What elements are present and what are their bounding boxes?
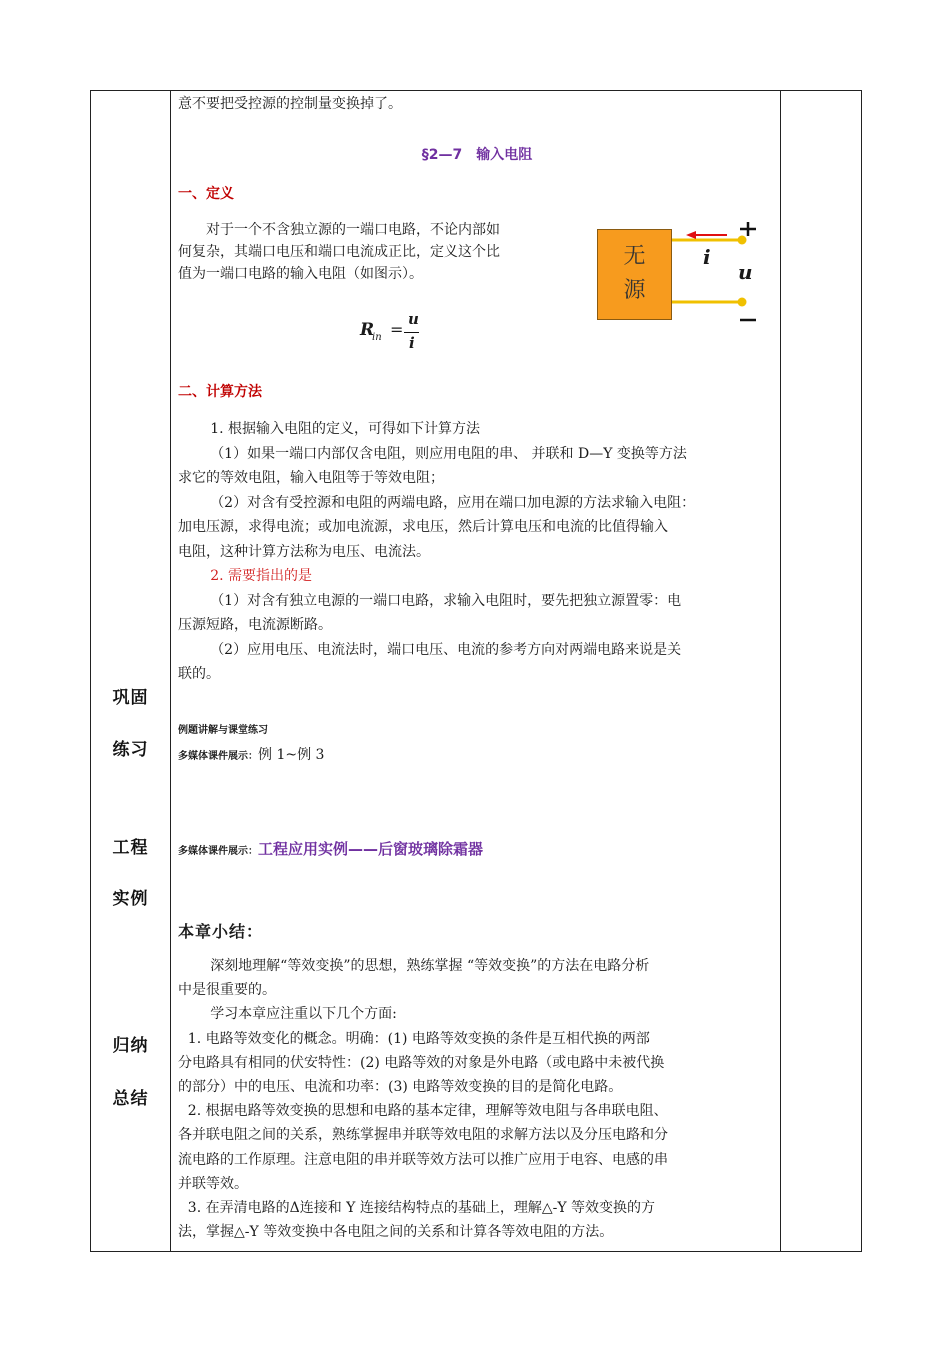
practice-label: 多媒体课件展示： xyxy=(178,751,258,762)
note-heading: 2. 需要指出的是 xyxy=(210,568,312,584)
formula-equals: = xyxy=(390,320,404,339)
summary-line: 流电路的工作原理。注意电阻的串并联等效方法可以推广应用于电容、电感的串 xyxy=(178,1151,668,1168)
definition-line: 对于一个不含独立源的一端口电路，不论内部如 xyxy=(206,222,500,238)
summary-line: 3. 在弄清电路的Δ连接和 Y 连接结构特点的基础上，理解△-Y 等效变换的方 xyxy=(187,1200,656,1217)
label-consolidate-1: 巩固 xyxy=(112,688,149,708)
column-divider-left xyxy=(170,91,171,1251)
label-summary-2: 总结 xyxy=(112,1089,149,1109)
box-text-line2: 源 xyxy=(623,278,646,303)
formula-subscript: in xyxy=(372,332,382,343)
voltage-label: u xyxy=(738,260,753,284)
label-engineering-2: 实例 xyxy=(112,889,149,909)
calc-method-block xyxy=(178,417,776,687)
note-line: 联的。 xyxy=(178,666,220,682)
formula-denominator: i xyxy=(409,334,415,352)
current-arrow-head xyxy=(686,231,696,239)
summary-block xyxy=(178,954,776,1244)
note-line: （1）对含有独立电源的一端口电路，求输入电阻时，要先把独立源置零：电 xyxy=(210,592,682,609)
practice-line xyxy=(178,744,324,764)
summary-line: 深刻地理解“等效变换”的思想，熟练掌握 “等效变换”的方法在电路分析 xyxy=(210,958,650,974)
engineering-label: 多媒体课件展示： xyxy=(178,846,258,857)
engineering-value: 工程应用实例——后窗玻璃除霜器 xyxy=(258,840,484,858)
calc-line: 电阻，这种计算方法称为电压、电流法。 xyxy=(178,543,430,560)
practice-title: 例题讲解与课堂练习 xyxy=(178,725,268,736)
note-line: 压源短路，电流源断路。 xyxy=(178,617,332,633)
formula-numerator: u xyxy=(408,310,419,328)
label-summary-1: 归纳 xyxy=(112,1036,149,1056)
engineering-line xyxy=(178,838,483,859)
summary-line: 2. 根据电路等效变换的思想和电路的基本定律，理解等效电阻与各串联电阻、 xyxy=(187,1103,668,1120)
passive-network-box xyxy=(597,229,672,320)
summary-heading: 本章小结： xyxy=(178,922,264,941)
calc-heading: 二、计算方法 xyxy=(178,384,262,400)
definition-paragraph xyxy=(178,219,573,285)
summary-line: 的部分）中的电压、电流和功率：(3) 电路等效变换的目的是简化电路。 xyxy=(178,1079,623,1096)
calc-line: （2）对含有受控源和电阻的两端电路，应用在端口加电源的方法求输入电阻： xyxy=(210,494,696,511)
top-line: 意不要把受控源的控制量变换掉了。 xyxy=(178,96,402,112)
definition-line: 值为一端口电路的输入电阻（如图示）。 xyxy=(178,266,423,282)
section-title: §2—7 输入电阻 xyxy=(421,147,533,163)
note-line: （2）应用电压、电流法时，端口电压、电流的参考方向对两端电路来说是关 xyxy=(210,641,682,658)
formula-fraction-bar xyxy=(404,332,419,333)
calc-line: （1）如果一端口内部仅含电阻，则应用电阻的串、 并联和 D—Y 变换等方法 xyxy=(210,445,687,462)
summary-line: 分电路具有相同的伏安特性：(2) 电路等效的对象是外电路（或电路中未被代换 xyxy=(178,1054,665,1071)
top-terminal xyxy=(738,236,747,245)
practice-value: 例 1~例 3 xyxy=(258,747,325,763)
label-consolidate-2: 练习 xyxy=(112,740,149,760)
calc-line: 求它的等效电阻，输入电阻等于等效电阻； xyxy=(178,470,444,486)
summary-line: 1. 电路等效变化的概念。明确：(1) 电路等效变换的条件是互相代换的两部 xyxy=(187,1030,650,1047)
box-text-line1: 无 xyxy=(623,244,646,269)
summary-line: 各并联电阻之间的关系，熟练掌握串并联等效电阻的求解方法以及分压电路和分 xyxy=(178,1127,668,1144)
current-label: i xyxy=(703,245,711,269)
definition-heading: 一、定义 xyxy=(178,186,234,202)
summary-line: 中是很重要的。 xyxy=(178,982,276,999)
calc-line: 加电压源，求得电流；或加电流源，求电压，然后计算电压和电流的比值得输入 xyxy=(178,519,668,535)
summary-line: 学习本章应注重以下几个方面: xyxy=(210,1006,397,1023)
column-divider-right xyxy=(780,91,781,1251)
label-engineering-1: 工程 xyxy=(112,838,149,858)
calc-line: 1. 根据输入电阻的定义，可得如下计算方法 xyxy=(210,421,480,437)
port-diagram xyxy=(672,220,772,330)
summary-line: 法，掌握△-Y 等效变换中各电阻之间的关系和计算各等效电阻的方法。 xyxy=(178,1224,614,1241)
formula-lhs: R xyxy=(360,320,375,340)
definition-line: 何复杂，其端口电压和端口电流成正比，定义这个比 xyxy=(178,244,500,260)
bottom-terminal xyxy=(738,298,747,307)
summary-line: 并联等效。 xyxy=(178,1175,248,1192)
